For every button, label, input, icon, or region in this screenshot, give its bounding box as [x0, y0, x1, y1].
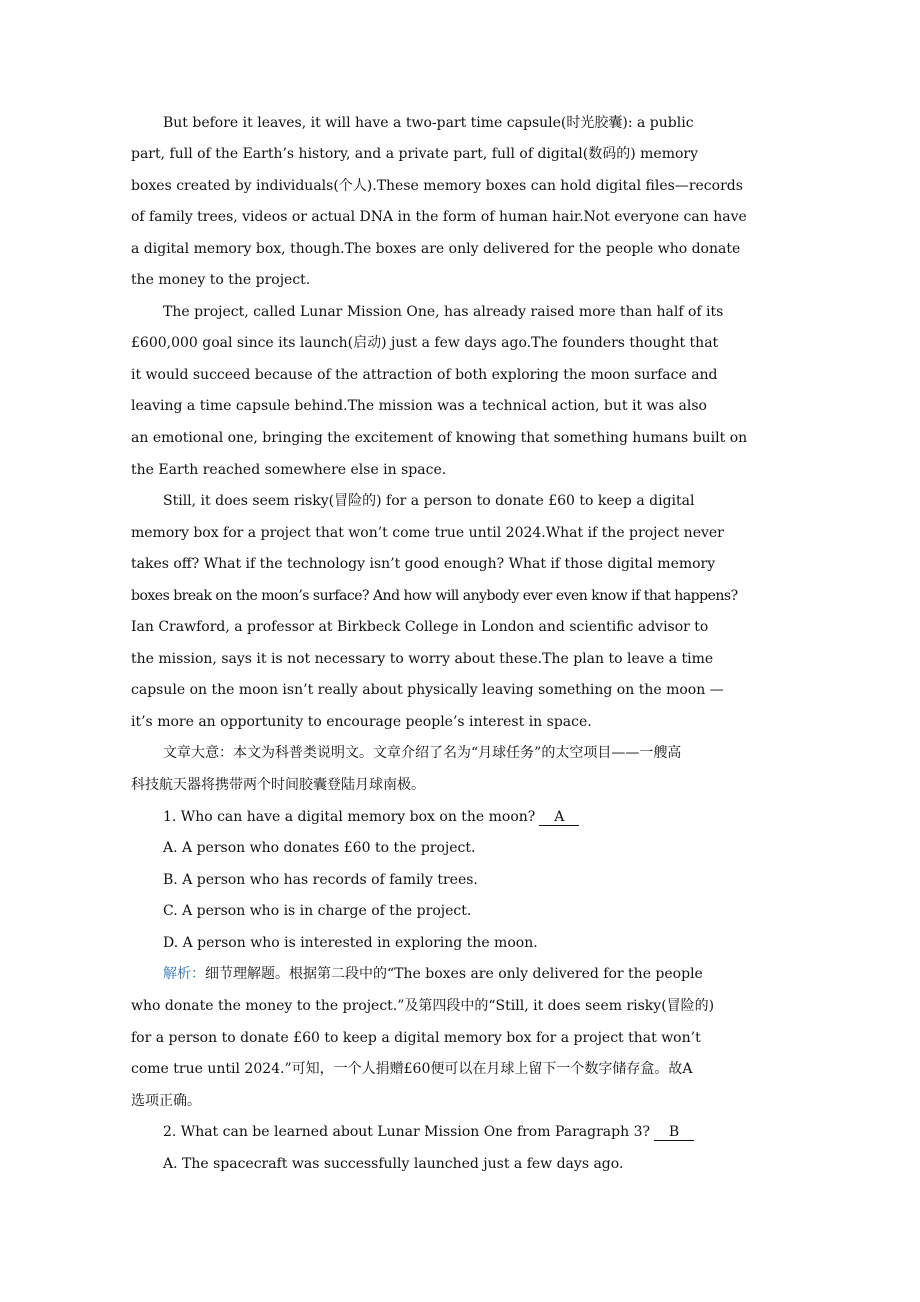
paragraph-3-line: Still, it does seem risky(冒险的) for a person to donate £60 to keep a digital: [163, 493, 695, 509]
analysis-line: [163, 964, 863, 984]
paragraph-2-line: The project, called Lunar Mission One, has already raised more than half of its: [163, 304, 724, 320]
paragraph-3-line: capsule on the moon isn’t really about physically leaving something on the moon —: [131, 682, 724, 698]
paragraph-3-line: takes off? What if the technology isn’t good enough? What if those digital memory: [131, 556, 716, 572]
paragraph-3-line: it’s more an opportunity to encourage people’s interest in space.: [131, 714, 592, 730]
question-1-option: D. A person who is interested in exploring the moon.: [163, 935, 538, 951]
paragraph-3-line: memory box for a project that won’t come true until 2024.What if the project never: [131, 525, 724, 541]
paragraph-2-line: the Earth reached somewhere else in space.: [131, 462, 447, 478]
paragraph-2-line: an emotional one, bringing the excitement of knowing that something humans built on: [131, 430, 748, 446]
analysis-text: 细节理解题。根据第二段中的“The boxes are only delivered for the people: [205, 966, 703, 982]
paragraph-2-line: it would succeed because of the attraction of both exploring the moon surface and: [131, 367, 718, 383]
paragraph-2-line: £600,000 goal since its launch(启动) just a few days ago.The founders thought that: [131, 335, 719, 351]
paragraph-1-line: boxes created by individuals(个人).These memory boxes can hold digital files—records: [131, 178, 743, 194]
paragraph-1-line: part, full of the Earth’s history, and a private part, full of digital(数码的) memory: [131, 146, 699, 162]
paragraph-1-line: a digital memory box, though.The boxes are only delivered for the people who donate: [131, 241, 741, 257]
paragraph-1-line: But before it leaves, it will have a two-part time capsule(时光胶囊): a public: [163, 115, 694, 131]
question-1-option: B. A person who has records of family trees.: [163, 872, 478, 888]
paragraph-3-line: boxes break on the moon’s surface? And how will anybody ever even know if that happens?: [131, 588, 738, 604]
question-1-option: C. A person who is in charge of the project.: [163, 903, 472, 919]
paragraph-1-line: the money to the project.: [131, 272, 311, 288]
question-1: [163, 807, 863, 827]
paragraph-2-line: leaving a time capsule behind.The mission was a technical action, but it was also: [131, 398, 707, 414]
paragraph-3-line: the mission, says it is not necessary to worry about these.The plan to leave a time: [131, 651, 714, 667]
question-1-option: A. A person who donates £60 to the project.: [163, 840, 476, 856]
analysis-line: who donate the money to the project.”及第四段中的“Still, it does seem risky(冒险的): [131, 998, 715, 1014]
question-1-text: 1. Who can have a digital memory box on the moon?: [163, 809, 536, 825]
question-2-answer: B: [654, 1125, 694, 1141]
question-2-option: A. The spacecraft was successfully launched just a few days ago.: [163, 1156, 624, 1172]
summary-line: 文章大意：本文为科普类说明文。文章介绍了名为“月球任务”的太空项目——一艘高: [163, 745, 682, 761]
question-2-text: 2. What can be learned about Lunar Mission One from Paragraph 3?: [163, 1124, 650, 1140]
question-2: [163, 1122, 863, 1142]
paragraph-3-line: Ian Crawford, a professor at Birkbeck College in London and scientific advisor to: [131, 619, 709, 635]
analysis-line: 选项正确。: [131, 1093, 201, 1109]
analysis-label: 解析：: [163, 966, 205, 982]
analysis-line: come true until 2024.”可知，一个人捐赠£60便可以在月球上留下一个数字储存盒。故A: [131, 1061, 693, 1077]
paragraph-1-line: of family trees, videos or actual DNA in the form of human hair.Not everyone can have: [131, 209, 747, 225]
summary-line: 科技航天器将携带两个时间胶囊登陆月球南极。: [131, 777, 425, 793]
question-1-answer: A: [539, 810, 579, 826]
analysis-line: for a person to donate £60 to keep a digital memory box for a project that won’t: [131, 1030, 701, 1046]
